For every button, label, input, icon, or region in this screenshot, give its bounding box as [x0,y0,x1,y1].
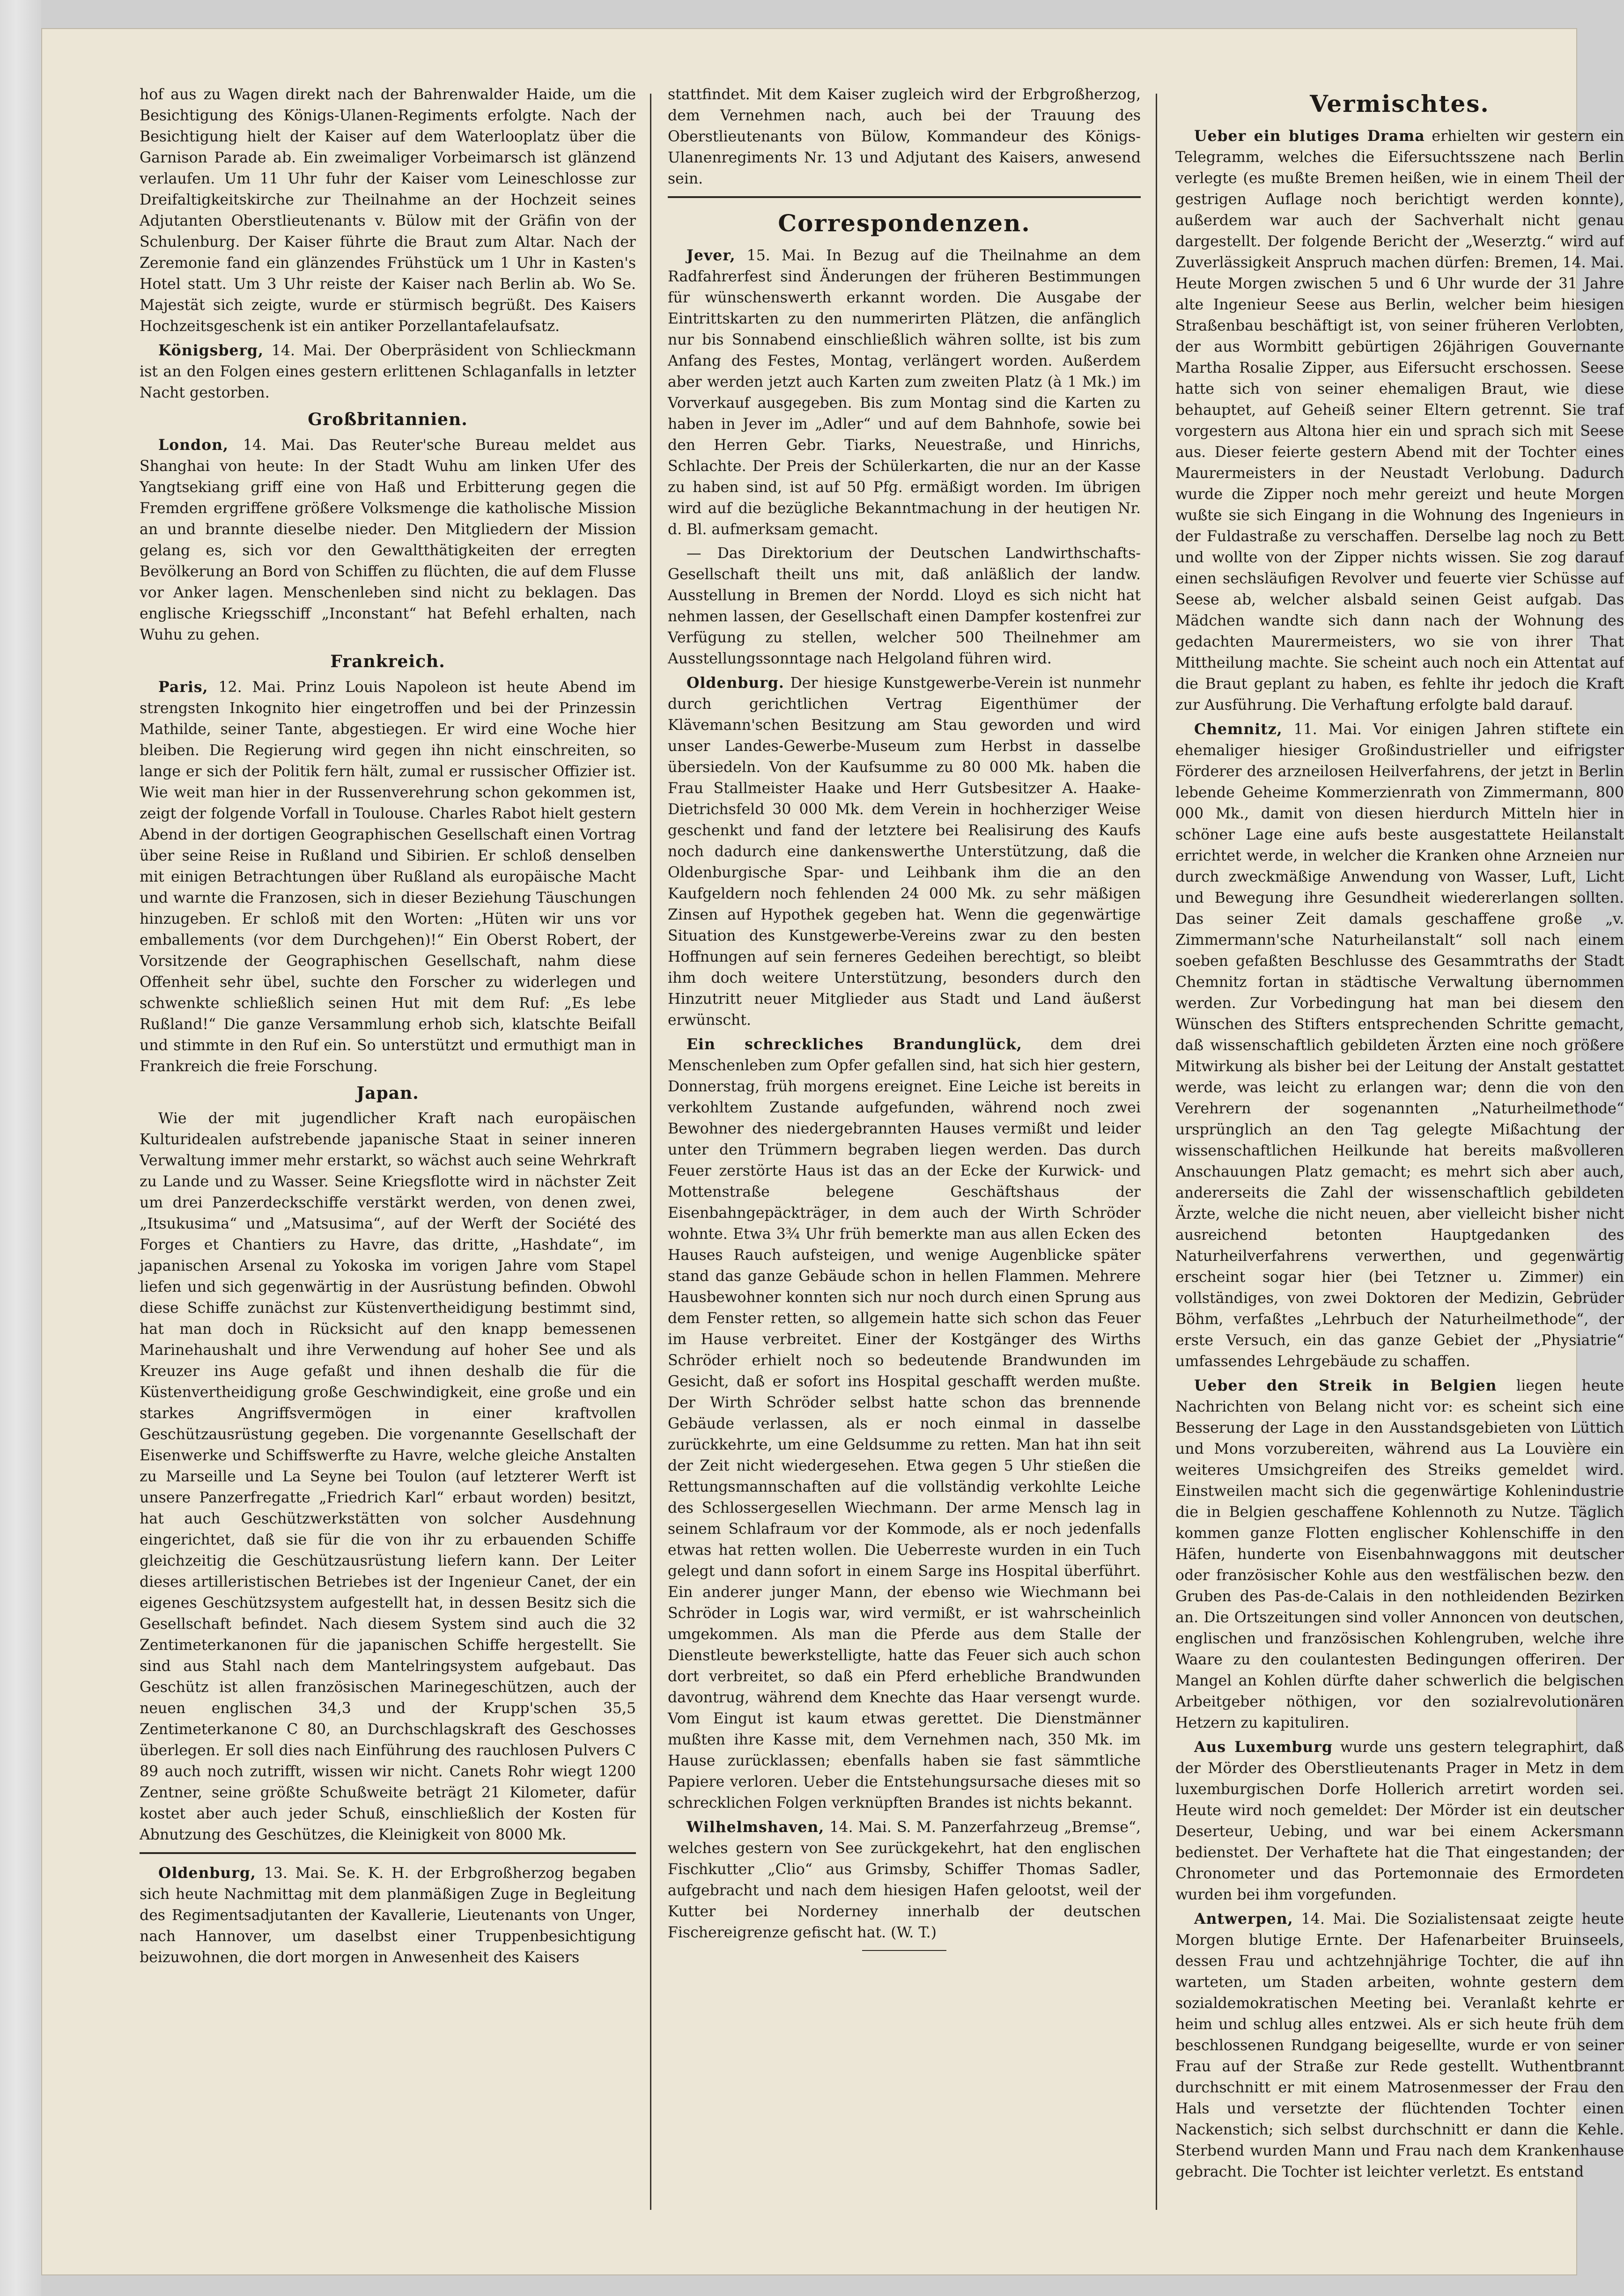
dateline-wilhelmshaven: Wilhelmshaven, [687,1818,825,1836]
column-rule-1 [650,94,651,2210]
paragraph-hannover: hof aus zu Wagen direkt nach der Bahrenwalder Haide, um die Besichtigung des Königs-Ulanen-Regiments erfolgte. Nach der Besichtigung hielt der Kaiser auf dem Waterlooplatz über die Garnison Parade ab. Ein zweimaliger Vorbeimarsch ist glänzend verlaufen. Um 11 Uhr fuhr der Kaiser vom Leineschlosse zur Dreifaltigkeitskirche zur Theilnahme an der Hochzeit seines Adjutanten Oberstlieutenants v. Bülow mit der Gräfin von der Schulenburg. Der Kaiser führte die Braut zum Altar. Nach der Zeremonie fand ein glänzendes Frühstück um 1 Uhr in Kasten's Hotel statt. Um 3 Uhr reiste der Kaiser nach Berlin ab. Wo Se. Majestät sich zeigte, wurde er stürmisch begrüßt. Des Kaisers Hochzeitsgeschenk ist ein antiker Porzellantafelaufsatz. [140,86,636,335]
text-oldenburg-2: Der hiesige Kunstgewerbe-Verein ist nunmehr durch gerichtlichen Vertrag Eigenthümer der Klävemann'schen Besitzung am Stau geworden und wird unser Landes-Gewerbe-Museum zum Herbst in dasselbe übersiedeln. Von der Kaufsumme zu 80 000 Mk. haben die Frau Stallmeister Haake und Herr Gutsbesitzer A. Haake-Dietrichsfeld 30 000 Mk. dem Verein in hochherziger Weise geschenkt und fand der letztere bei Realisirung des Kaufs noch dadurch eine dankenswerthe Unterstützung, daß die Oldenburgische Spar- und Leihbank ihm die an den Kaufgeldern noch fehlenden 24 000 Mk. zu sehr mäßigen Zinsen auf Hypothek gegeben hat. Wenn die gegenwärtige Situation des Kunstgewerbe-Vereins zwar zu den besten Hoffnungen auf sein ferneres Gedeihen berechtigt, so bleibt ihm doch weitere Unterstützung, besonders durch den Hinzutritt neuer Mitglieder aus Stadt und Land äußerst erwünscht. [668,675,1141,1029]
dateline-london: London, [158,436,229,454]
column-2 [668,84,1141,2219]
text-drama: erhielten wir gestern ein Telegramm, welches die Eifersuchtsszene nach Berlin verlegte (es mußte Bremen heißen, wie in einem Theil der gestrigen Auflage noch berichtigt werden konnte), außerdem war auch der Sachverhalt nicht genau dargestellt. Der folgende Bericht der „Weserztg.“ wird auf Zuverlässigkeit Anspruch machen dürfen: Bremen, 14. Mai. Heute Morgen zwischen 5 und 6 Uhr wurde der 31 Jahre alte Ingenieur Seese aus Berlin, welcher beim hiesigen Straßenbau beschäftigt ist, von seiner früheren Verlobten, der aus Wormbitt gebürtigen 26jährigen Gouvernante Martha Rosalie Zipper, aus Eifersucht erschossen. Seese hatte sich von seiner ehemaligen Braut, wie diese behauptet, auf Geheiß seiner Eltern getrennt. Sie traf vorgestern aus Altona hier ein und sprach sich mit Seese aus. Dieser feierte gestern Abend mit der Tochter eines Maurermeisters in der Neustadt Verlobung. Dadurch wurde die Zipper noch mehr gereizt und heute Morgen wußte sie sich Eingang in die Wohnung des Ingenieurs in der Fuldastraße zu verschaffen. Derselbe lag noch zu Bett und wollte von der Zipper nichts wissen. Sie zog darauf einen sechsläufigen Revolver und feuerte vier Schüsse auf Seese ab, welcher alsbald seinen Geist aufgab. Das Mädchen wandte sich dann nach der Wohnung des gedachten Maurermeisters, wo sie von ihrer That Mittheilung machte. Sie scheint auch noch ein Attentat auf die Braut geplant zu haben, es fehlte ihr jedoch die Kraft zur Ausführung. Die Verhaftung erfolgte bald darauf. [1175,128,1624,714]
paragraph-antwerpen [1175,1908,1624,2183]
dateline-koenigsberg: Königsberg, [158,342,264,359]
text-jever: 15. Mai. In Bezug auf die Theilnahme an dem Radfahrerfest sind Änderungen der früheren Bestimmungen für wünschenswerth erkannt worden. Die Ausgabe der Eintrittskarten zu den nummerirten Plätzen, die anfänglich nur bis Sonnabend einschließlich währen sollte, ist bis zum Anfang des Festes, Montag, verlängert worden. Außerdem aber werden jetzt auch Karten zum zweiten Platz (à 1 Mk.) im Vorverkauf ausgegeben. Bis zum Montag sind die Karten zu haben in Jever im „Adler“ und auf dem Bahnhofe, sowie bei den Herren Gebr. Tiarks, Neuestraße, und Hinrichs, Schlachte. Der Preis der Schülerkarten, die nur an der Kasse zu haben sind, ist auf 50 Pfg. ermäßigt worden. Im übrigen wird auf die bezügliche Bekanntmachung in der heutigen Nr. d. Bl. aufmerksam gemacht. [668,247,1141,538]
dateline-antwerpen: Antwerpen, [1194,1910,1293,1928]
heading-japan: Japan. [356,1083,419,1103]
paragraph-koenigsberg [140,340,636,404]
column-rule-2 [1156,94,1157,2210]
paragraph-luxemburg [1175,1737,1624,1906]
paragraph-wilhelmshaven [668,1817,1141,1943]
heading-grossbritannien: Großbritannien. [308,410,468,429]
section-divider [140,1852,636,1854]
paragraph-oldenburg [140,1862,636,1968]
heading-correspondenzen: Correspondenzen. [778,209,1031,237]
paragraph-london [140,434,636,646]
text-koenigsberg: 14. Mai. Der Oberpräsident von Schlieckmann ist an den Folgen eines gestern erlittenen Schlaganfalls in letzter Nacht gestorben. [140,342,636,401]
paragraph-drama [1175,125,1624,716]
paragraph-jever [668,245,1141,540]
dateline-paris: Paris, [158,678,208,696]
dateline-oldenburg-2: Oldenburg. [687,674,784,692]
newspaper-page [41,28,1624,2275]
paragraph-continued: stattfindet. Mit dem Kaiser zugleich wird der Erbgroßherzog, dem Vernehmen nach, auch bei der Trauung des Oberstlieutenants von Bülow, Kommandeur des Königs-Ulanenregiments Nr. 13 und Adjutant des Kaisers, anwesend sein. [668,86,1141,187]
text-wilhelmshaven: 14. Mai. S. M. Panzerfahrzeug „Bremse“, welches gestern von See zurückgekehrt, hat den englischen Fischkutter „Clio“ aus Grimsby, Schiffer Thomas Sadler, aufgebracht und nach dem hiesigen Hafen gelootst, weil der Kutter bei Norderney innerhalb der deutschen Fischereigrenze gefischt hat. (W. T.) [668,1819,1141,1941]
paragraph-paris [140,677,636,1077]
text-luxemburg: wurde uns gestern telegraphirt, daß der Mörder des Oberstlieutenants Prager in Metz in dem luxemburgischen Dorfe Hollerich arretirt worden sei. Heute wird noch gemeldet: Der Mörder ist ein deutscher Deserteur, Uebing, und war bei einem Ackersmann bedienstet. Der Verhaftete hat die That eingestanden; der Chronometer und das Portemonnaie des Ermordeten wurden bei ihm vorgefunden. [1175,1739,1624,1903]
paragraph-japan: Wie der mit jugendlicher Kraft nach europäischen Kulturidealen aufstrebende japanische Staat in seiner inneren Verwaltung immer mehr erstarkt, so wächst auch seine Wehrkraft zu Lande und zu Wasser. Seine Kriegsflotte wird in nächster Zeit um drei Panzerdeckschiffe verstärkt werden, von denen zwei, „Itsukusima“ und „Matsusima“, auf der Werft der Société des Forges et Chantiers zu Havre, das dritte, „Hashdate“, im japanischen Arsenal zu Yokoska im vorigen Jahre vom Stapel liefen und sich gegenwärtig in der Ausrüstung befinden. Obwohl diese Schiffe zunächst zur Küstenvertheidigung bestimmt sind, hat man doch in Rücksicht auf den knapp bemessenen Marinehaushalt und ihre Verwendung auf hoher See und als Kreuzer ins Auge gefaßt und ihnen deshalb die für die Küstenvertheidigung große Geschwindigkeit, eine große und ein starkes Angriffsvermögen in einer kraftvollen Geschützausrüstung gegeben. Die vorgenannte Gesellschaft der Eisenwerke und Schiffswerfte zu Havre, welche gleiche Anstalten zu Marseille und La Seyne bei Toulon (auf letzterer Werft ist unsere Panzerfregatte „Friedrich Karl“ erbaut worden) besitzt, hat auch Geschützwerkstätten von solcher Ausdehnung eingerichtet, daß sie für die von ihr zu erbauenden Schiffe gleichzeitig die Geschützausrüstung liefern kann. Der Leiter dieses artilleristischen Betriebes ist der Ingenieur Canet, der ein eigenes Geschützsystem aufgestellt hat, in dessen Besitz sich die Gesellschaft befindet. Nach diesem System sind auch die 32 Zentimeterkanonen für die japanischen Schiffe hergestellt. Sie sind aus Stahl nach dem Mantelringsystem aufgebaut. Das Geschütz ist allen französischen Marinegeschützen, auch der neuen englischen 34,3 und der Krupp'schen 35,5 Zentimeterkanone C 80, an Durchschlagskraft des Geschosses überlegen. Er soll dies nach Einführung des rauchlosen Pulvers C 89 auch noch zutrifft, wissen wir nicht. Canets Rohr wiegt 1200 Zentner, seine größte Schußweite beträgt 21 Kilometer, dafür kostet aber auch jeder Schuß, einschließlich der Kosten für Abnutzung des Geschützes, die Kleinigkeit von 8000 Mk. [140,1110,636,1843]
dateline-streik: Ueber den Streik in Belgien [1194,1377,1497,1394]
text-london: 14. Mai. Das Reuter'sche Bureau meldet aus Shanghai von heute: In der Stadt Wuhu am linken Ufer des Yangtsekiang griff eine von Haß und Erbitterung gegen die Fremden ergriffene größere Volksmenge die katholische Mission an und brannte dieselbe nieder. Den Mitgliedern der Mission gelang es, sich vor den Gewaltthätigkeiten der erregten Bevölkerung an Bord von Schiffen zu flüchten, die auf dem Flusse vor Anker lagen. Menschenleben sind nicht zu beklagen. Das englische Kriegsschiff „Inconstant“ hat Befehl erhalten, nach Wuhu zu gehen. [140,437,636,643]
text-streik: liegen heute Nachrichten von Belang nicht vor: es scheint sich eine Besserung der Lage in den Ausstandsgebieten von Lüttich und Mons vorzubereiten, während aus La Louvière ein weiteres Umsichgreifen des Streiks gemeldet wird. Einstweilen macht sich die gegenwärtige Kohlenindustrie die in Belgien geschaffene Kohlennoth zu Nutze. Täglich kommen ganze Flotten englischer Kohlenschiffe in den Häfen, hunderte von Eisenbahnwaggons mit deutscher oder französischer Kohle aus den westfälischen bezw. den Gruben des Pas-de-Calais in den nothleidenden Bezirken an. Die Ortszeitungen sind voller Annoncen von deutschen, englischen und französischen Kohlengruben, welche ihre Waare zu den coulantesten Bedingungen offeriren. Der Mangel an Kohlen dürfte daher schwerlich die belgischen Arbeitgeber nöthigen, vor den sozialrevolutionären Hetzern zu kapituliren. [1175,1377,1624,1731]
text-paris: 12. Mai. Prinz Louis Napoleon ist heute Abend im strengsten Inkognito hier eingetroffen und bei der Prinzessin Mathilde, seiner Tante, abgestiegen. Er wird eine Woche hier bleiben. Die Regierung wird gegen ihn nicht einschreiten, so lange er sich der Politik fern hält, zumal er russischer Offizier ist. Wie weit man hier in der Russenverehrung schon gekommen ist, zeigt der folgende Vorfall in Toulouse. Charles Rabot hielt gestern Abend in der dortigen Geographischen Gesellschaft einen Vortrag über seine Reise in Rußland und Sibirien. Er schloß denselben mit einigen Betrachtungen über Rußland als europäische Macht und warnte die Franzosen, sich in dieser Beziehung Täuschungen hinzugeben. Er schloß mit den Worten: „Hüten wir uns vor emballements (vor dem Durchgehen)!“ Ein Oberst Robert, der Vorsitzende der Geographischen Gesellschaft, nahm diese Offenheit sehr übel, suchte den Forscher zu widerlegen und schwenkte schließlich seinen Hut mit dem Ruf: „Es lebe Rußland!“ Die ganze Versammlung erhob sich, klatschte Beifall und stimmte in den Ruf ein. So unterstützt und ermuthigt man in Frankreich die freie Forschung. [140,679,636,1075]
paragraph-chemnitz [1175,719,1624,1372]
page-edge [0,0,41,2296]
dateline-oldenburg: Oldenburg, [158,1864,256,1882]
paragraph-brandunglueck [668,1034,1141,1814]
dateline-luxemburg: Aus Luxemburg [1194,1738,1333,1756]
paragraph-landwirthschaft: — Das Direktorium der Deutschen Landwirthschafts-Gesellschaft theilt uns mit, daß anläßlich der landw. Ausstellung in Bremen der Nordd. Lloyd es sich nicht hat nehmen lassen, der Gesellschaft einen Dampfer kostenfrei zur Verfügung zu stellen, welcher 500 Theilnehmer am Ausstellungssonntage nach Helgoland führen wird. [668,545,1141,667]
dateline-chemnitz: Chemnitz, [1194,721,1283,738]
paragraph-streik [1175,1375,1624,1734]
heading-frankreich: Frankreich. [330,652,445,671]
text-oldenburg: 13. Mai. Se. K. H. der Erbgroßherzog begaben sich heute Nachmittag mit dem planmäßigen Zuge in Begleitung des Regimentsadjutanten der Kavallerie, Lieutenants von Unger, nach Hannover, um daselbst einer Truppenbesichtigung beizuwohnen, die dort morgen in Anwesenheit des Kaisers [140,1865,636,1966]
column-3 [1175,84,1624,2219]
heading-vermischtes: Vermischtes. [1310,90,1490,118]
text-chemnitz: 11. Mai. Vor einigen Jahren stiftete ein ehemaliger hiesiger Großindustrieller und eifrigster Förderer des arzneilosen Heilverfahrens, der jetzt in Berlin lebende Geheime Kommerzienrath von Zimmermann, 800 000 Mk., damit von diesen hierdurch Mitteln hier in schöner Lage eine aufs beste ausgestattete Heilanstalt errichtet werde, in welcher die Kranken ohne Arzneien nur durch zweckmäßige Anwendung von Wasser, Luft, Licht und Bewegung ihre Gesundheit wiedererlangen sollten. Das seiner Zeit damals geschaffene große „v. Zimmermann'sche Naturheilanstalt“ soll nach einem soeben gefaßten Beschlusse des Gesammtraths der Stadt Chemnitz fortan in städtische Verwaltung übernommen werden. Zur Vorbedingung hat man bei diesem den Wünschen des Stifters entsprechenden Schritte gemacht, daß wissenschaftlich gebildeten Ärzten eine noch größere Mitwirkung als bisher bei der Leitung der Anstalt gestattet werde, was leicht zu erlangen war; denn die von den Verehrern der sogenannten „Naturheilmethode“ ursprünglich an den Tag gelegte Mißachtung der wissenschaftlichen Heilkunde hat bereits maßvolleren Anschauungen Platz gemacht; es mehrt sich aber auch, andererseits die Zahl der wissenschaftlich gebildeten Ärzte, welche die nicht neuen, aber vielleicht bisher nicht ausreichend betonten Hauptgedanken des Naturheilverfahrens verwerthen, und gegenwärtig erscheint sogar hier (bei Tetzner u. Zimmer) ein vollständiges, von zwei Doktoren der Medizin, Gebrüder Böhm, verfaßtes „Lehrbuch der Naturheilmethode“, der erste Versuch, ein das ganze Gebiet der „Physiatrie“ umfassendes Lehrgebäude zu schaffen. [1175,721,1624,1370]
dateline-jever: Jever, [687,247,736,264]
end-divider [862,1950,946,1951]
section-divider-top [668,196,1141,198]
column-1 [140,84,636,2219]
dateline-drama: Ueber ein blutiges Drama [1194,127,1425,145]
text-brandunglueck: dem drei Menschenleben zum Opfer gefallen sind, hat sich hier gestern, Donnerstag, früh morgens ereignet. Eine Leiche ist bereits in verkohltem Zustande aufgefunden, während noch zwei Bewohner des niedergebrannten Hauses vermißt und leider unter den Trümmern begraben liegen werden. Das durch Feuer zerstörte Haus ist das an der Ecke der Kurwick- und Mottenstraße belegene Geschäftshaus der Eisenbahngepäckträger, in dem auch der Wirth Schröder wohnte. Etwa 3¾ Uhr früh bemerkte man aus allen Ecken des Hauses Rauch aufsteigen, und wenige Augenblicke später stand das ganze Gebäude schon in hellen Flammen. Mehrere Hausbewohner konnten sich nur noch durch einen Sprung aus dem Fenster retten, so allgemein hatte sich schon das Feuer im Hause verbreitet. Einer der Kostgänger des Wirths Schröder erhielt noch so bedeutende Brandwunden im Gesicht, daß er sofort ins Hospital geschafft werden mußte. Der Wirth Schröder selbst hatte schon das brennende Gebäude verlassen, als er noch einmal in dasselbe zurückkehrte, um eine Geldsumme zu retten. Man hat ihn seit der Zeit nicht wiedergesehen. Etwa gegen 5 Uhr stießen die Rettungsmannschaften auf die vollständig verkohlte Leiche des Schlossergesellen Wiechmann. Der arme Mensch lag in seinem Schlafraum vor der Kommode, als er noch jedenfalls etwas hat retten wollen. Die Ueberreste wurden in ein Tuch gelegt und dann sofort in einem Sarge ins Hospital überführt. Ein anderer junger Mann, der ebenso wie Wiechmann bei Schröder in Logis war, wird vermißt, er ist wahrscheinlich umgekommen. Als man die Pferde aus dem Stalle der Dienstleute bewerkstelligte, hatte das Feuer sich auch schon dort verbreitet, so daß ein Pferd erhebliche Brandwunden davontrug, während dem Knechte das Haar versengt wurde. Vom Eingut ist kaum etwas gerettet. Die Dienstmänner mußten ihre Kasse mit, dem Vernehmen nach, 350 Mk. im Hause zurücklassen; ebenfalls haben sie fast sämmtliche Papiere verloren. Ueber die Entstehungsursache dieses mit so schrecklichen Folgen verknüpften Brandes ist nichts bekannt. [668,1036,1141,1811]
text-antwerpen: 14. Mai. Die Sozialistensaat zeigte heute Morgen blutige Ernte. Der Hafenarbeiter Bruinseels, dessen Frau und achtzehnjährige Tochter, die auf ihn warteten, um Staden arbeiten, wohnte gestern dem sozialdemokratischen Meeting bei. Veranlaßt kehrte er heim und schlug alles entzwei. Als er sich heute früh dem beschlossenen Rundgang beigesellte, wurde er von seiner Frau auf der Straße zur Rede gestellt. Wuthentbrannt durchschnitt er mit einem Matrosenmesser der Frau den Hals und versetzte der flüchtenden Tochter einen Nackenstich; sich selbst durchschnitt er dann die Kehle. Sterbend wurden Mann und Frau nach dem Krankenhause gebracht. Die Tochter ist leichter verletzt. Es entstand [1175,1911,1624,2180]
paragraph-oldenburg-kunstgewerbe [668,672,1141,1031]
dateline-brandunglueck: Ein schreckliches Brandunglück, [687,1036,1022,1053]
